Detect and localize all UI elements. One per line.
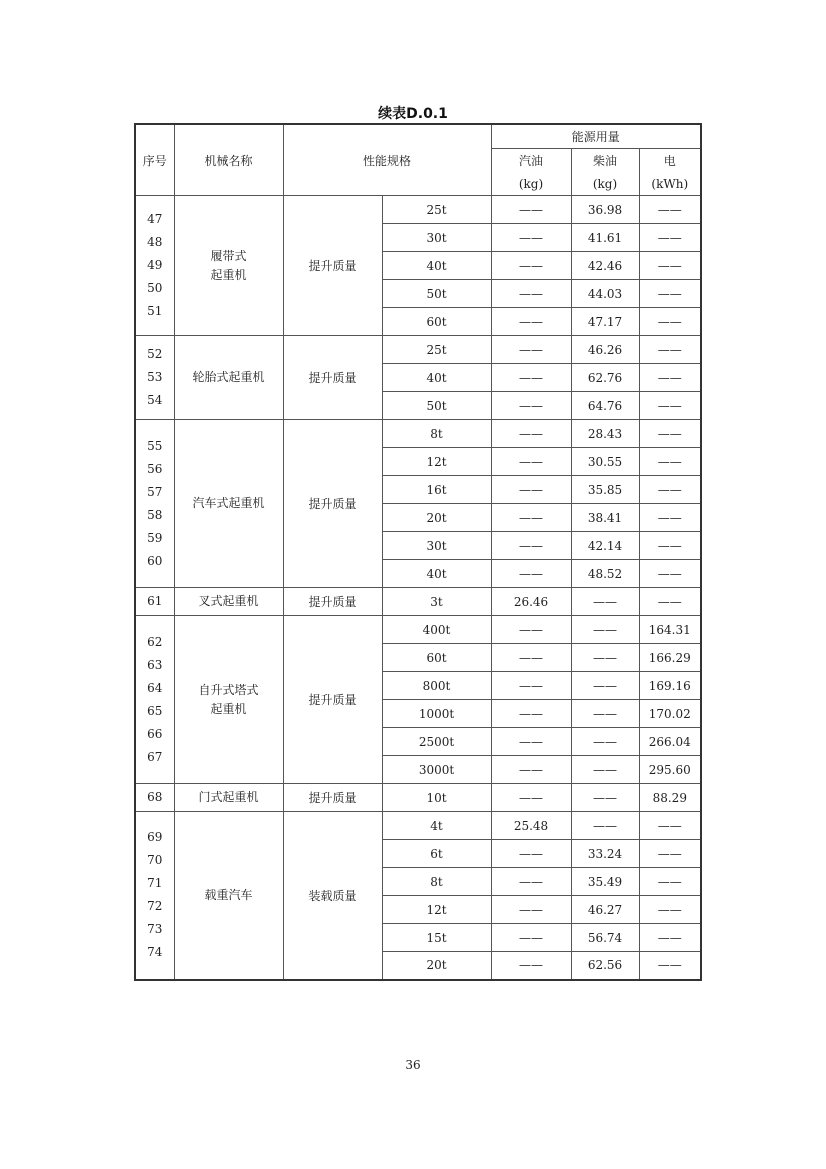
capacity-cell: 50t (382, 280, 491, 308)
gasoline-cell: 25.48 (491, 812, 571, 840)
diesel-cell: 47.17 (571, 308, 639, 336)
electric-cell: —— (639, 532, 701, 560)
capacity-cell: 15t (382, 924, 491, 952)
electric-cell: —— (639, 280, 701, 308)
gasoline-cell: —— (491, 952, 571, 980)
electric-cell: —— (639, 336, 701, 364)
machine-name-line: 门式起重机 (198, 790, 259, 804)
electric-cell: —— (639, 196, 701, 224)
seq-number: 73 (147, 922, 163, 937)
gasoline-cell: —— (491, 728, 571, 756)
machine-name-cell (174, 616, 283, 784)
gasoline-cell: —— (491, 560, 571, 588)
capacity-cell: 25t (382, 336, 491, 364)
diesel-cell: —— (571, 672, 639, 700)
seq-number: 54 (147, 393, 163, 407)
gasoline-cell: —— (491, 644, 571, 672)
diesel-cell: 46.26 (571, 336, 639, 364)
diesel-cell: 35.85 (571, 476, 639, 504)
capacity-cell: 25t (382, 196, 491, 224)
capacity-cell: 16t (382, 476, 491, 504)
diesel-cell: —— (571, 644, 639, 672)
electric-cell: 166.29 (639, 644, 701, 672)
gasoline-cell: —— (491, 532, 571, 560)
seq-number: 60 (147, 553, 163, 568)
electric-cell: 170.02 (639, 700, 701, 728)
page-number: 36 (405, 1058, 421, 1072)
spec-cell: 提升质量 (283, 588, 382, 616)
seq-number: 67 (147, 749, 163, 764)
gasoline-cell: —— (491, 672, 571, 700)
gasoline-cell: —— (491, 420, 571, 448)
seq-number: 48 (147, 235, 163, 249)
capacity-cell: 50t (382, 392, 491, 420)
machine-name-line: 起重机 (210, 267, 247, 282)
diesel-cell: 38.41 (571, 504, 639, 532)
table-row (135, 420, 701, 448)
electric-cell: —— (639, 840, 701, 868)
electric-cell: 88.29 (639, 784, 701, 812)
seq-number: 68 (147, 790, 163, 804)
electric-cell: —— (639, 252, 701, 280)
gasoline-cell: —— (491, 392, 571, 420)
machine-name-line: 自升式塔式 (198, 682, 259, 697)
energy-consumption-table (134, 123, 702, 981)
diesel-cell: 44.03 (571, 280, 639, 308)
gasoline-cell: —— (491, 252, 571, 280)
seq-number: 49 (147, 258, 163, 272)
table-title: 续表D.0.1 (378, 106, 448, 122)
diesel-cell: 46.27 (571, 896, 639, 924)
diesel-cell: —— (571, 812, 639, 840)
gasoline-cell: —— (491, 784, 571, 812)
diesel-cell: 30.55 (571, 448, 639, 476)
table-body (135, 196, 701, 980)
electric-cell: —— (639, 448, 701, 476)
diesel-cell: 62.56 (571, 952, 639, 980)
gasoline-cell: —— (491, 924, 571, 952)
electric-cell: —— (639, 364, 701, 392)
spec-cell: 提升质量 (283, 420, 382, 588)
seq-cell (135, 588, 174, 616)
table-row (135, 812, 701, 840)
diesel-cell: —— (571, 616, 639, 644)
electric-cell: —— (639, 924, 701, 952)
gasoline-cell: —— (491, 364, 571, 392)
spec-cell: 装载质量 (283, 812, 382, 980)
diesel-cell: 42.46 (571, 252, 639, 280)
table-row (135, 588, 701, 616)
header-gasoline: 汽油 (491, 149, 571, 173)
seq-cell (135, 812, 174, 980)
seq-number: 63 (147, 657, 163, 672)
gasoline-cell: —— (491, 840, 571, 868)
machine-name-cell (174, 196, 283, 336)
table-row (135, 196, 701, 224)
capacity-cell: 4t (382, 812, 491, 840)
capacity-cell: 30t (382, 532, 491, 560)
seq-cell (135, 420, 174, 588)
gasoline-cell: —— (491, 224, 571, 252)
machine-name-line: 叉式起重机 (198, 594, 259, 608)
diesel-cell: 28.43 (571, 420, 639, 448)
machine-name-cell (174, 420, 283, 588)
diesel-cell: —— (571, 784, 639, 812)
header-name: 机械名称 (174, 124, 283, 196)
capacity-cell: 3000t (382, 756, 491, 784)
seq-number: 69 (147, 830, 163, 845)
gasoline-cell: 26.46 (491, 588, 571, 616)
capacity-cell: 12t (382, 448, 491, 476)
gasoline-cell: —— (491, 308, 571, 336)
electric-cell: —— (639, 392, 701, 420)
diesel-cell: 64.76 (571, 392, 639, 420)
table-row (135, 616, 701, 644)
seq-number: 57 (147, 484, 163, 499)
seq-number: 70 (147, 853, 163, 868)
electric-cell: 266.04 (639, 728, 701, 756)
header-energy: 能源用量 (491, 124, 701, 149)
electric-cell: —— (639, 476, 701, 504)
machine-name-cell (174, 588, 283, 616)
seq-number: 59 (147, 530, 163, 545)
seq-number: 50 (147, 281, 163, 295)
electric-cell: —— (639, 560, 701, 588)
diesel-cell: 62.76 (571, 364, 639, 392)
seq-number: 47 (147, 212, 163, 226)
seq-number: 74 (147, 945, 163, 960)
electric-cell: —— (639, 952, 701, 980)
electric-cell: —— (639, 504, 701, 532)
spec-cell: 提升质量 (283, 196, 382, 336)
capacity-cell: 1000t (382, 700, 491, 728)
seq-number: 66 (147, 726, 163, 741)
diesel-cell: 56.74 (571, 924, 639, 952)
diesel-cell: 42.14 (571, 532, 639, 560)
capacity-cell: 400t (382, 616, 491, 644)
electric-cell: 164.31 (639, 616, 701, 644)
diesel-cell: 33.24 (571, 840, 639, 868)
header-gasoline-unit: (kg) (491, 172, 571, 196)
header-spec: 性能规格 (283, 124, 491, 196)
machine-name-cell (174, 784, 283, 812)
capacity-cell: 40t (382, 252, 491, 280)
capacity-cell: 2500t (382, 728, 491, 756)
capacity-cell: 6t (382, 840, 491, 868)
gasoline-cell: —— (491, 476, 571, 504)
header-diesel: 柴油 (571, 149, 639, 173)
electric-cell: —— (639, 812, 701, 840)
spec-cell: 提升质量 (283, 336, 382, 420)
diesel-cell: 36.98 (571, 196, 639, 224)
table-row (135, 336, 701, 364)
machine-name-line: 履带式 (210, 248, 247, 263)
electric-cell: —— (639, 308, 701, 336)
machine-name-cell (174, 336, 283, 420)
seq-number: 65 (147, 703, 163, 718)
machine-name-line: 轮胎式起重机 (192, 370, 265, 384)
header-electric-unit: (kWh) (639, 172, 701, 196)
machine-name-line: 载重汽车 (204, 887, 253, 902)
capacity-cell: 12t (382, 896, 491, 924)
table-row (135, 784, 701, 812)
electric-cell: —— (639, 896, 701, 924)
capacity-cell: 800t (382, 672, 491, 700)
seq-number: 56 (147, 461, 163, 476)
spec-cell: 提升质量 (283, 784, 382, 812)
machine-name-line: 起重机 (210, 701, 247, 716)
capacity-cell: 60t (382, 308, 491, 336)
diesel-cell: —— (571, 700, 639, 728)
seq-cell (135, 336, 174, 420)
seq-number: 71 (147, 876, 163, 891)
capacity-cell: 8t (382, 420, 491, 448)
capacity-cell: 40t (382, 364, 491, 392)
electric-cell: —— (639, 868, 701, 896)
diesel-cell: —— (571, 756, 639, 784)
diesel-cell: 35.49 (571, 868, 639, 896)
capacity-cell: 10t (382, 784, 491, 812)
diesel-cell: 48.52 (571, 560, 639, 588)
diesel-cell: —— (571, 588, 639, 616)
gasoline-cell: —— (491, 196, 571, 224)
header-seq: 序号 (135, 124, 174, 196)
electric-cell: —— (639, 224, 701, 252)
spec-cell: 提升质量 (283, 616, 382, 784)
electric-cell: —— (639, 420, 701, 448)
electric-cell: —— (639, 588, 701, 616)
capacity-cell: 20t (382, 952, 491, 980)
seq-number: 55 (147, 438, 163, 453)
gasoline-cell: —— (491, 896, 571, 924)
capacity-cell: 8t (382, 868, 491, 896)
capacity-cell: 3t (382, 588, 491, 616)
seq-number: 62 (147, 634, 163, 649)
seq-number: 51 (147, 304, 163, 318)
gasoline-cell: —— (491, 616, 571, 644)
gasoline-cell: —— (491, 280, 571, 308)
capacity-cell: 20t (382, 504, 491, 532)
machine-name-line: 汽车式起重机 (192, 496, 265, 510)
gasoline-cell: —— (491, 504, 571, 532)
seq-cell (135, 196, 174, 336)
electric-cell: 295.60 (639, 756, 701, 784)
diesel-cell: —— (571, 728, 639, 756)
electric-cell: 169.16 (639, 672, 701, 700)
seq-cell (135, 784, 174, 812)
gasoline-cell: —— (491, 448, 571, 476)
seq-number: 53 (147, 370, 163, 384)
capacity-cell: 40t (382, 560, 491, 588)
capacity-cell: 30t (382, 224, 491, 252)
seq-number: 72 (147, 899, 163, 914)
gasoline-cell: —— (491, 756, 571, 784)
seq-cell (135, 616, 174, 784)
gasoline-cell: —— (491, 700, 571, 728)
seq-number: 52 (147, 347, 163, 361)
gasoline-cell: —— (491, 336, 571, 364)
capacity-cell: 60t (382, 644, 491, 672)
seq-number: 64 (147, 680, 163, 695)
seq-number: 58 (147, 507, 163, 522)
header-diesel-unit: (kg) (571, 172, 639, 196)
seq-number: 61 (147, 594, 163, 608)
gasoline-cell: —— (491, 868, 571, 896)
diesel-cell: 41.61 (571, 224, 639, 252)
header-electric: 电 (639, 149, 701, 173)
machine-name-cell (174, 812, 283, 980)
